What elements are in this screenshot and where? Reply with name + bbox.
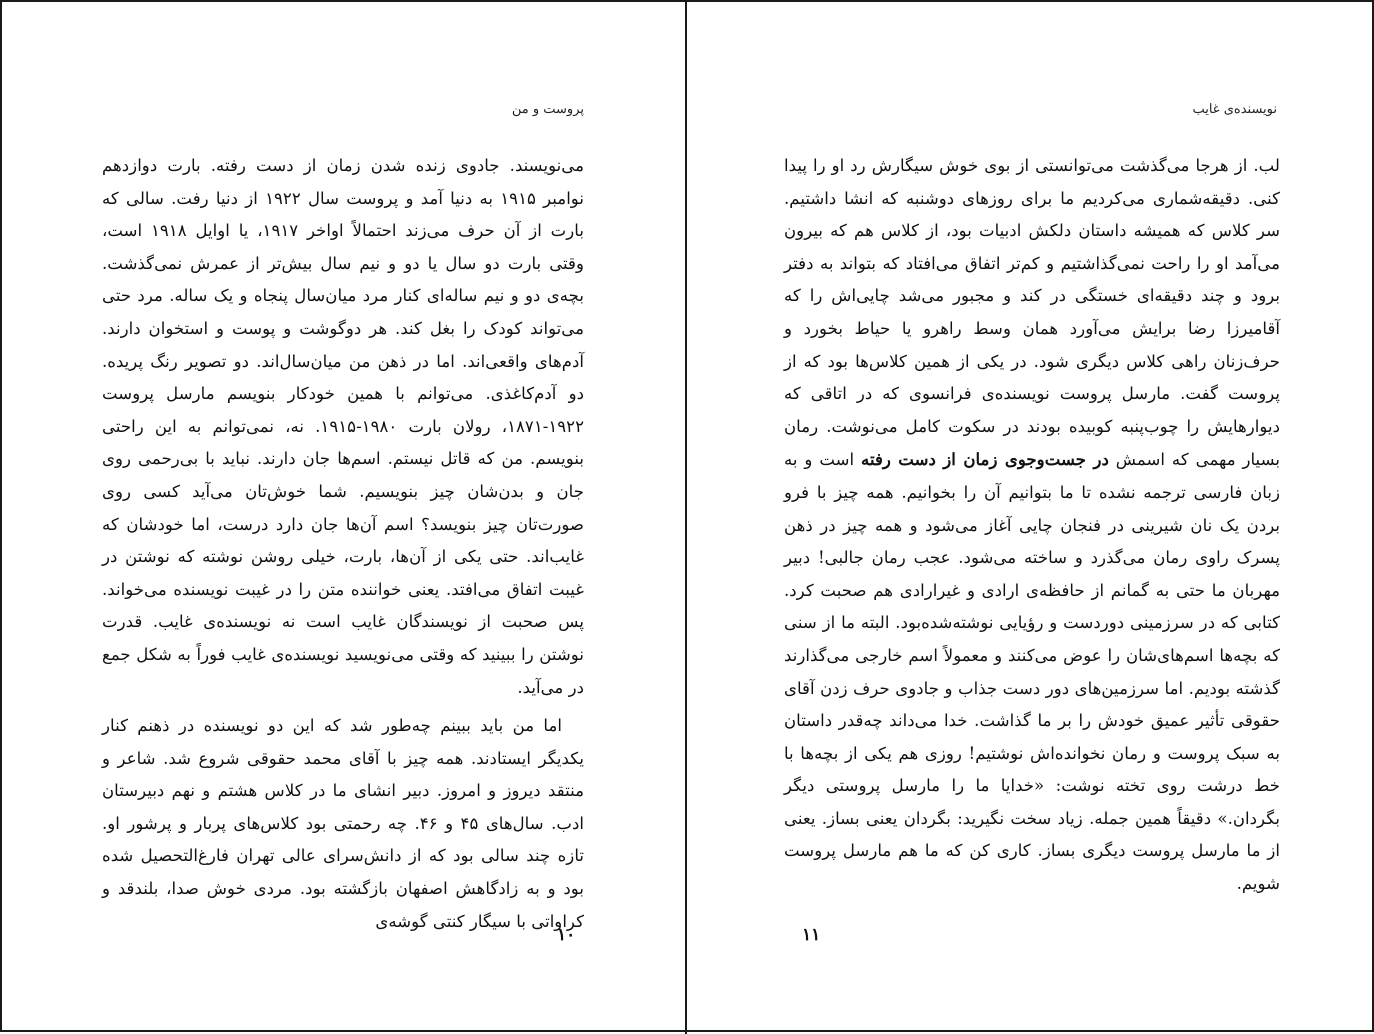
- paragraph-text: است و به زبان فارسی ترجمه نشده تا ما بتوانیم آن را بخوانیم. همه چیز با فرو بردن یک نان شیرینی در فنجان چایی آغاز می‌شود و همه چیز در ذهن پسرک راوی رمان می‌گذرد و ساخته می‌شود. عجب رمان جالبی! دبیر مهربان ما حتی به گمانم از حافظه‌ی ارادی و غیرارادی هم صحبت کرد. کتابی که در سرزمینی دوردست و رؤیایی نوشته‌شده‌بود. البته ما از سنی که بچه‌ها اسم‌های‌شان را عوض می‌کنند و معمولاً اسم خارجی می‌گذارند گذشته بودیم. اما سرزمین‌های دور دست جذاب و جادوی حرف زدن آقای حقوقی تأثیر عمیق خودش را بر ما گذاشت. خدا می‌داند چه‌قدر داستان به سبک پروست و رمان نخوانده‌اش نوشتیم! روزی هم یکی از بچه‌ها با خط درشت روی تخته نوشت: «خدایا ما را مارسل پروستی دیگر بگردان.» دقیقاً همین جمله. زیاد سخت نگیرید: بگردان یعنی بساز. یعنی از ما مارسل پروست دیگری بساز. کاری کن که ما هم مارسل پروست شویم.: [784, 450, 1280, 894]
- page-number-left: ۱۰: [557, 925, 576, 945]
- paragraph: [784, 150, 1280, 901]
- running-head-right: نویسنده‌ی غایب: [1192, 102, 1277, 117]
- left-page: [2, 2, 685, 1034]
- running-head-left: پروست و من: [511, 102, 584, 117]
- book-title: در جست‌وجوی زمان از دست رفته: [861, 449, 1109, 470]
- right-page-body: [784, 150, 1280, 901]
- paragraph: می‌نویسند. جادوی زنده شدن زمان از دست رفته. بارت دوازدهم نوامبر ۱۹۱۵ به دنیا آمد و پروست سال ۱۹۲۲ از دنیا رفت. سالی که بارت از آن حرف می‌زند احتمالاً اواخر ۱۹۱۷، یا اوایل ۱۹۱۸ است، وقتی بارت دو سال یا دو و نیم سال بیش‌تر از عمرش نمی‌گذشت. بچه‌ی دو و نیم ساله‌ای کنار مرد میان‌سال پنجاه و یک ساله. مرد حتی می‌تواند کودک را بغل کند. هر دوگوشت و پوست و استخوان دارند. آدم‌های واقعی‌اند. اما در ذهن من میان‌سال‌اند. دو تصویر رنگ پریده. دو آدم‌کاغذی. می‌توانم با همین خودکار بنویسم مارسل پروست ۱۹۲۲-۱۸۷۱، رولان بارت ۱۹۸۰-۱۹۱۵. نه، نمی‌توانم به این راحتی بنویسم. من که قاتل نیستم. اسم‌ها جان دارند. نباید با بی‌رحمی روی جان و بدن‌شان چیز بنویسیم. شما خوش‌تان می‌آید کسی روی صورت‌تان چیز بنویسد؟ اسم آن‌ها جان دارد درست، اما خودشان که غایب‌اند. حتی یکی از آن‌ها، بارت، خیلی روشن نوشته که نوشتن در غیبت اتفاق می‌افتد. یعنی خواننده متن را در غیبت نویسنده می‌خواند. پس صحبت از نویسندگان غایب است نه نویسنده‌ی غایب. قدرت نوشتن را ببینید که وقتی می‌نویسید نویسنده‌ی غایب فوراً به شکل جمع در می‌آید.: [102, 156, 585, 697]
- left-page-body: [102, 150, 584, 938]
- paragraph: اما من باید ببینم چه‌طور شد که این دو نویسنده در ذهنم کنار یکدیگر ایستادند. همه چیز با آقای محمد حقوقی شروع شد. شاعر و منتقد دیروز و امروز. دبیر انشای ما در کلاس هشتم و نهم دبیرستان ادب. سال‌های ۴۵ و ۴۶. چه رحمتی بود کلاس‌های پربار و پرشور او. تازه چند سالی بود که از دانش‌سرای عالی تهران فارغ‌التحصیل شده بود و به زادگاهش اصفهان بازگشته بود. مردی خوش صدا، بلندقد و کراواتی با سیگار کنتی گوشه‌ی: [102, 716, 584, 931]
- right-page: [687, 2, 1374, 1034]
- page-number-right: ۱۱: [802, 925, 821, 945]
- paragraph-text: لب. از هرجا می‌گذشت می‌توانستی از بوی خوش سیگارش رد او را پیدا کنی. دقیقه‌شماری می‌کردیم ما برای روزهای دوشنبه که انشا داشتیم. سر کلاس که همیشه داستان دلکش ادبیات بود، از کلاس هم که بیرون می‌آمد او را راحت نمی‌گذاشتیم و کم‌تر اتفاق می‌افتاد که بتواند به دفتر برود و چند دقیقه‌ای خستگی در کند و مجبور می‌شد چایی‌اش را که آقامیرزا رضا برایش می‌آورد همان وسط راهرو یا حیاط بخورد و حرف‌زنان راهی کلاس دیگری شود. در یکی از همین کلاس‌ها بود که از پروست گفت. مارسل پروست نویسنده‌ی فرانسوی که در اتاقی که دیوارهایش را چوب‌پنبه کوبیده بودند در سکوت کامل می‌نوشت. رمان بسیار مهمی که اسمش: [784, 156, 1280, 470]
